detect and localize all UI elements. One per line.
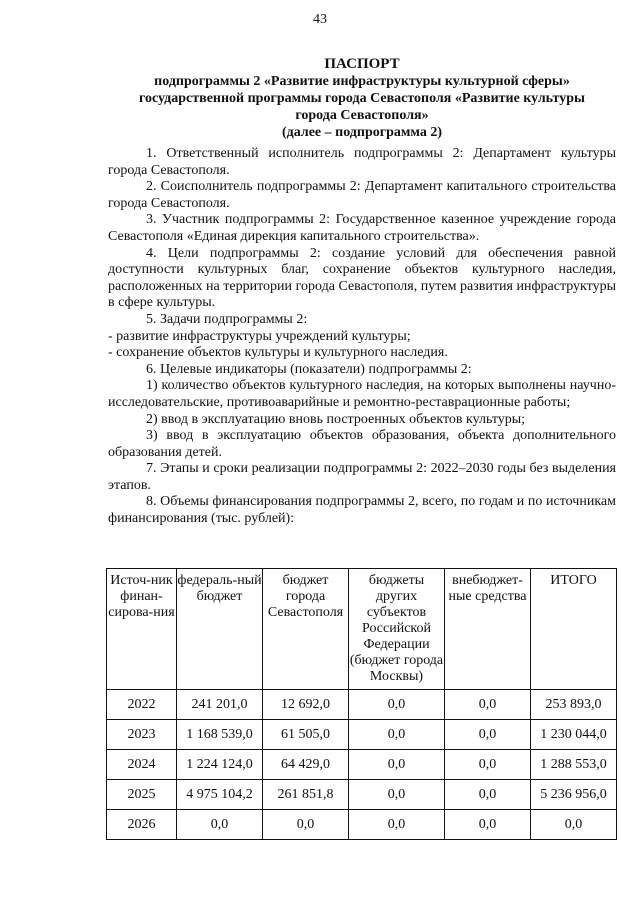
cell-federal: 1 224 124,0: [177, 750, 263, 780]
cell-year: 2026: [107, 810, 177, 840]
indicator-education-objects: 3) ввод в эксплуатацию объектов образования, объекта дополнительного образования детей.: [108, 428, 616, 460]
item-indicators: 6. Целевые индикаторы (показатели) подпрограммы 2:: [146, 361, 472, 377]
cell-total: 5 236 956,0: [531, 780, 617, 810]
cell-federal: 241 201,0: [177, 690, 263, 720]
table-row: [107, 780, 617, 810]
item-tasks: 5. Задачи подпрограммы 2:: [146, 311, 308, 327]
item-funding: 8. Объемы финансирования подпрограммы 2, всего, по годам и по источникам финансирования (тыс. рублей):: [108, 494, 616, 527]
header-federal-budget: федераль-ный бюджет: [177, 569, 263, 690]
title-line-subprogram: подпрограммы 2 «Развитие инфраструктуры культурной сферы»: [154, 74, 570, 89]
cell-city: 64 429,0: [263, 750, 349, 780]
page-number: 43: [313, 12, 327, 27]
table-row: [107, 690, 617, 720]
cell-extrabudgetary: 0,0: [445, 720, 531, 750]
header-city-budget: бюджет города Севастополя: [263, 569, 349, 690]
title-line-city: города Севастополя»: [295, 108, 429, 123]
table-row: [107, 810, 617, 840]
title-line-passport: ПАСПОРТ: [324, 56, 400, 72]
cell-federal: 4 975 104,2: [177, 780, 263, 810]
title-line-hereinafter: (далее – подпрограмма 2): [281, 125, 443, 140]
cell-other-subjects: 0,0: [349, 810, 445, 840]
item-co-executor: 2. Соисполнитель подпрограммы 2: Департамент капитального строительства города Севастополя.: [108, 179, 616, 211]
cell-city: 61 505,0: [263, 720, 349, 750]
indicator-heritage-objects: 1) количество объектов культурного наследия, на которых выполнены научно-исследовательские, противоаварийные и ремонтно-реставрационные работы;: [108, 378, 616, 410]
cell-total: 0,0: [531, 810, 617, 840]
header-source: Источ-ник финан-сирова-ния: [107, 569, 177, 690]
cell-extrabudgetary: 0,0: [445, 780, 531, 810]
item-goals: 4. Цели подпрограммы 2: создание условий для обеспечения равной доступности культурных благ, сохранение объектов культурного наследия, расположенных на территории города Севастополя, путем развития инфраструктуры в сфере культуры.: [108, 245, 616, 311]
funding-table: [106, 568, 617, 840]
header-extrabudgetary: внебюджет-ные средства: [445, 569, 531, 690]
cell-other-subjects: 0,0: [349, 750, 445, 780]
cell-city: 0,0: [263, 810, 349, 840]
cell-total: 1 288 553,0: [531, 750, 617, 780]
header-total: ИТОГО: [531, 569, 617, 690]
task-infrastructure: - развитие инфраструктуры учреждений культуры;: [108, 328, 411, 344]
cell-city: 12 692,0: [263, 690, 349, 720]
cell-other-subjects: 0,0: [349, 690, 445, 720]
item-participant: 3. Участник подпрограммы 2: Государственное казенное учреждение города Севастополя «Единая дирекция капитального строительства».: [108, 212, 616, 244]
header-other-subjects-budget: бюджеты других субъектов Российской Федерации (бюджет города Москвы): [349, 569, 445, 690]
cell-other-subjects: 0,0: [349, 780, 445, 810]
cell-total: 1 230 044,0: [531, 720, 617, 750]
cell-other-subjects: 0,0: [349, 720, 445, 750]
cell-year: 2025: [107, 780, 177, 810]
cell-federal: 0,0: [177, 810, 263, 840]
item-responsible-executor: 1. Ответственный исполнитель подпрограммы 2: Департамент культуры города Севастополя.: [108, 146, 616, 178]
task-heritage: - сохранение объектов культуры и культурного наследия.: [108, 345, 448, 361]
indicator-new-culture-objects: 2) ввод в эксплуатацию вновь построенных объектов культуры;: [146, 411, 526, 427]
cell-year: 2024: [107, 750, 177, 780]
cell-city: 261 851,8: [263, 780, 349, 810]
item-stages: 7. Этапы и сроки реализации подпрограммы 2: 2022–2030 годы без выделения этапов.: [108, 461, 616, 493]
cell-extrabudgetary: 0,0: [445, 690, 531, 720]
cell-extrabudgetary: 0,0: [445, 810, 531, 840]
passport-body: [108, 146, 616, 528]
cell-extrabudgetary: 0,0: [445, 750, 531, 780]
cell-total: 253 893,0: [531, 690, 617, 720]
table-row: [107, 720, 617, 750]
document-title: [96, 56, 628, 141]
cell-year: 2022: [107, 690, 177, 720]
cell-federal: 1 168 539,0: [177, 720, 263, 750]
table-header-row: [107, 569, 617, 690]
title-line-program: государственной программы города Севастополя «Развитие культуры: [139, 91, 585, 106]
table-row: [107, 750, 617, 780]
cell-year: 2023: [107, 720, 177, 750]
